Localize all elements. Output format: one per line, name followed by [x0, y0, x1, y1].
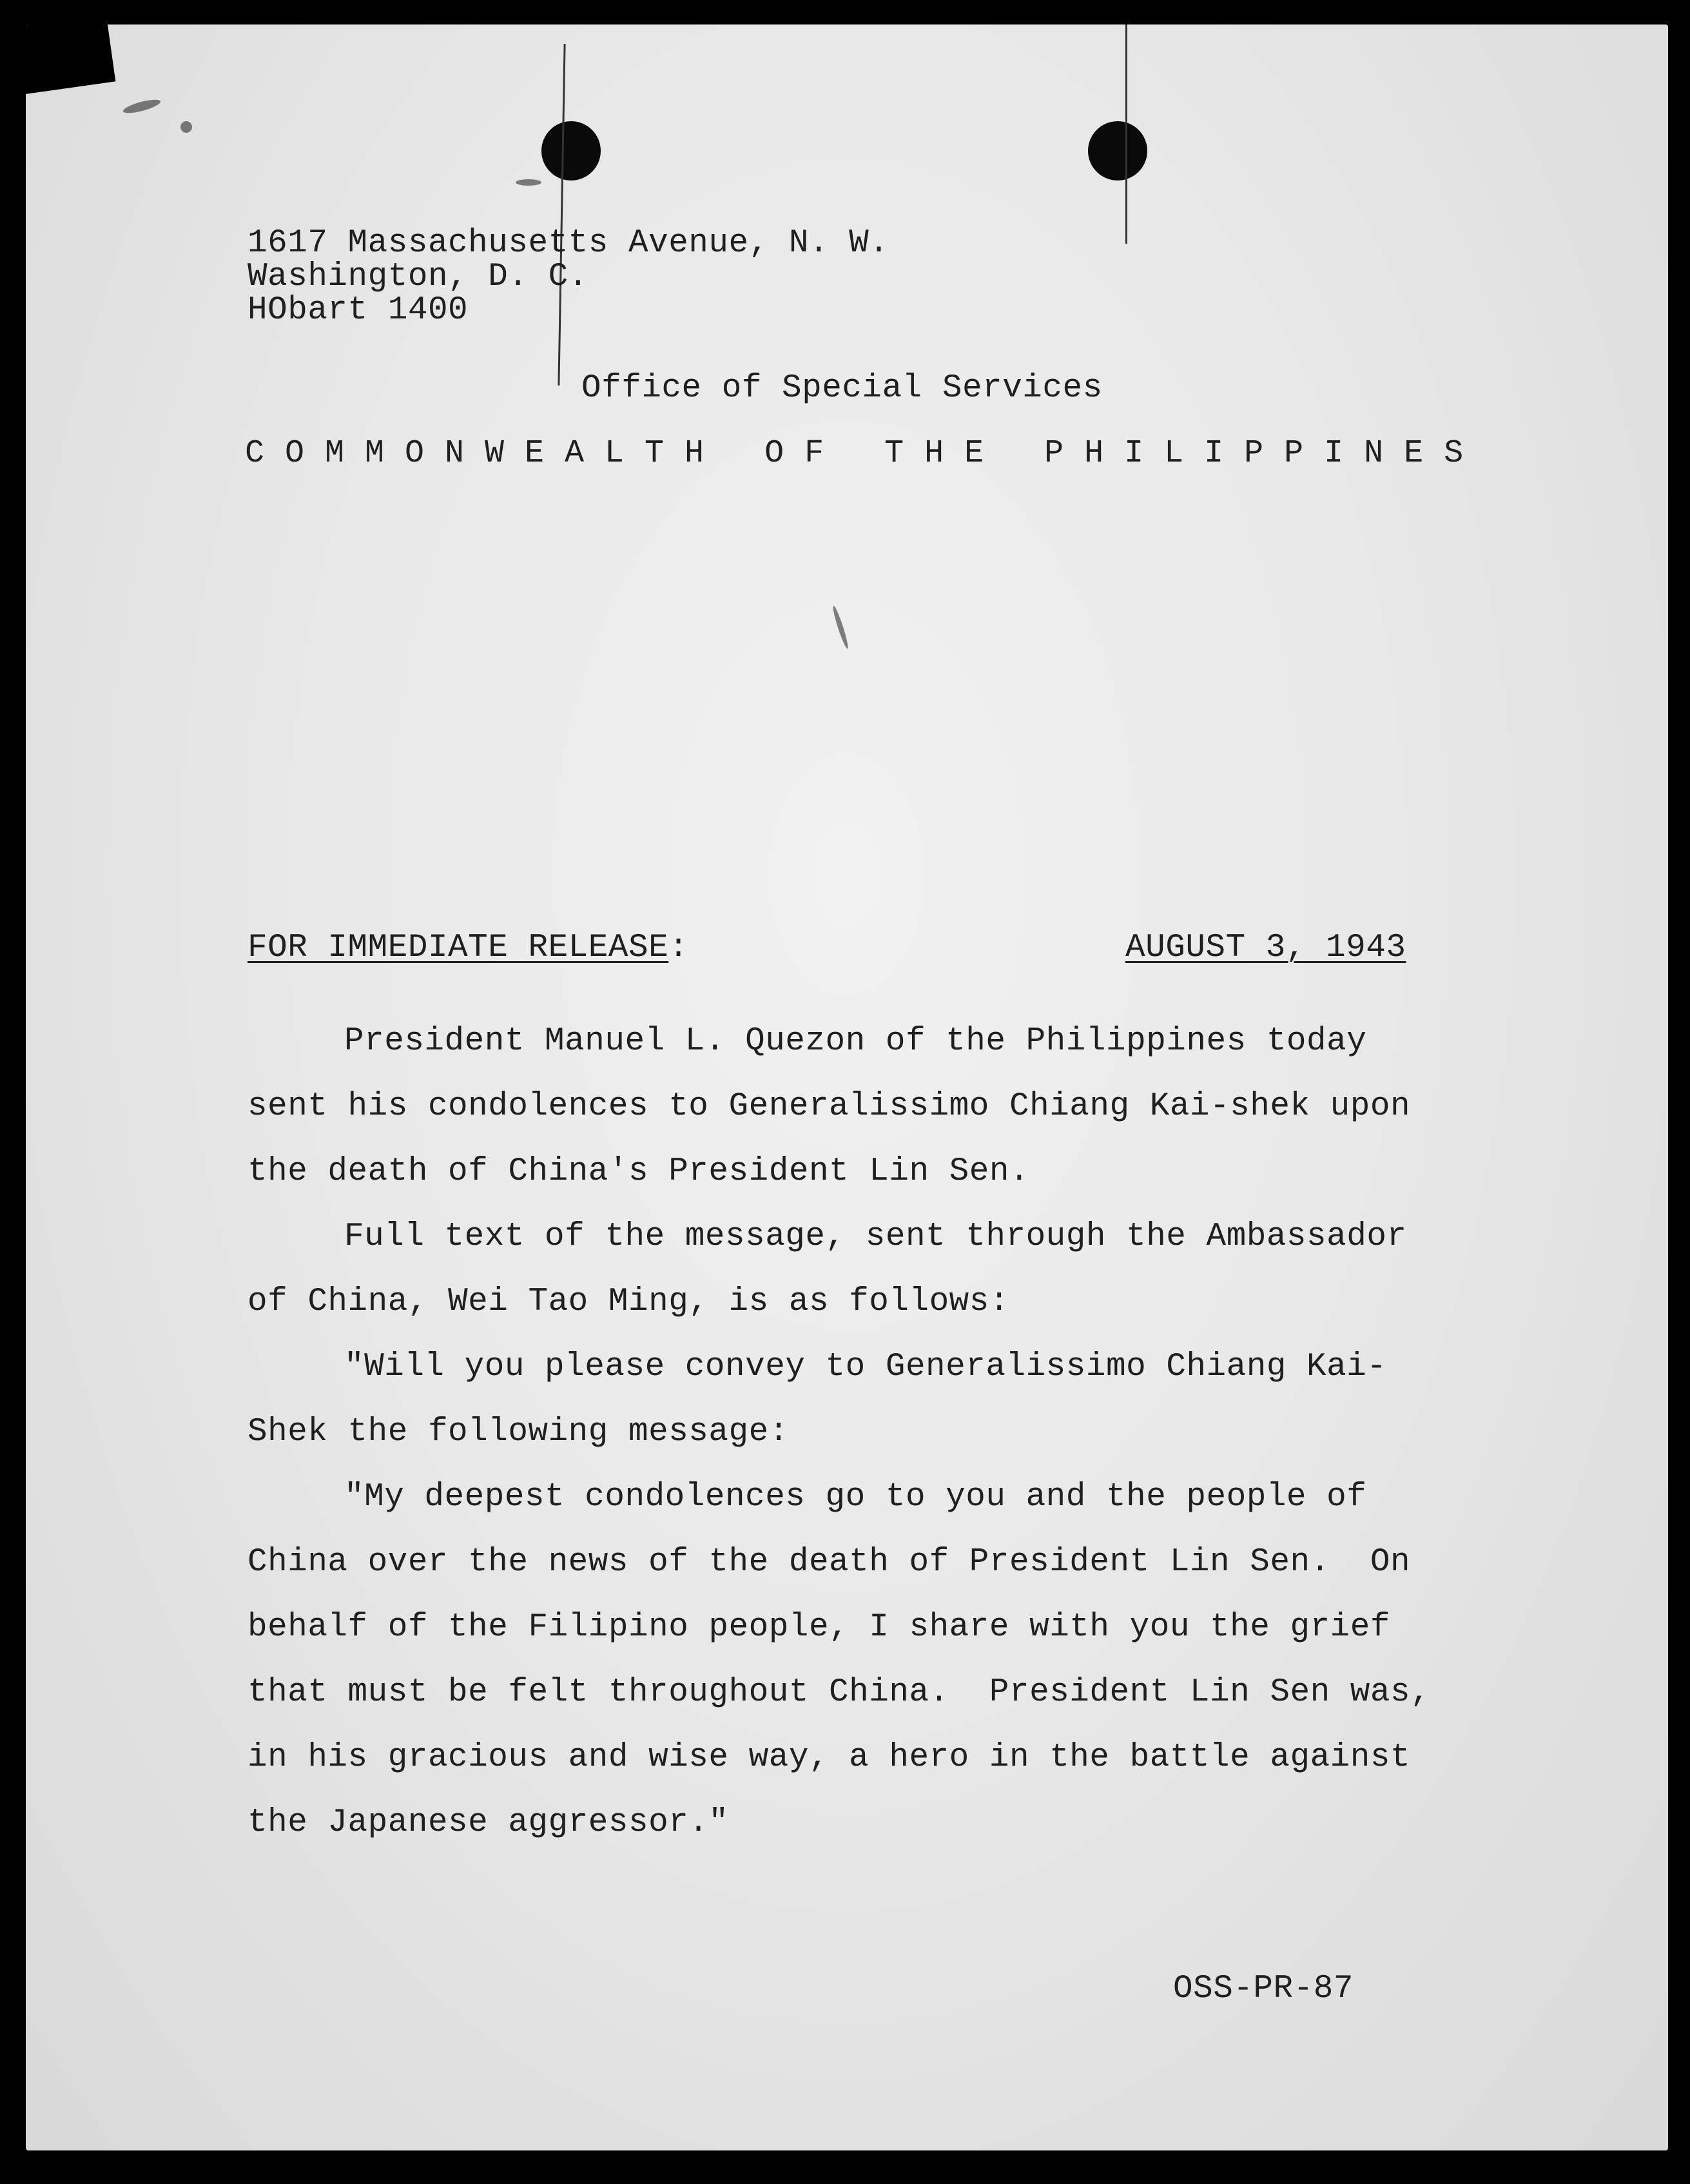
punch-hole-right: [1088, 121, 1147, 180]
address-line-1: 1617 Massachusetts Avenue, N. W.: [248, 225, 889, 262]
body-line: that must be felt throughout China. President Lin Sen was,: [248, 1674, 1431, 1711]
body-line: "My deepest condolences go to you and the people of: [344, 1479, 1367, 1516]
release-label: [248, 929, 688, 968]
body-line: Shek the following message:: [248, 1414, 789, 1450]
ink-smudge: [122, 97, 162, 115]
body-line: President Manuel L. Quezon of the Philippines today: [344, 1023, 1367, 1060]
release-colon: :: [668, 930, 689, 966]
body-line: in his gracious and wise way, a hero in the battle against: [248, 1739, 1411, 1776]
address-line-2: Washington, D. C.: [248, 258, 588, 295]
body-line: Full text of the message, sent through the Ambassador: [344, 1218, 1407, 1255]
ink-smudge: [831, 605, 850, 649]
body-line: behalf of the Filipino people, I share with you the grief: [248, 1609, 1390, 1646]
document-page: [26, 24, 1668, 2150]
torn-corner: [26, 24, 115, 96]
ink-smudge: [180, 121, 192, 133]
body-line: sent his condolences to Generalissimo Chiang Kai-shek upon: [248, 1088, 1411, 1125]
body-line: the Japanese aggressor.": [248, 1804, 729, 1841]
body-line: China over the news of the death of President Lin Sen. On: [248, 1544, 1411, 1581]
organization-heading: COMMONWEALTH OF THE PHILIPPINES: [245, 435, 1484, 472]
paper-crease-left: [558, 44, 565, 385]
phone-line: HObart 1400: [248, 292, 469, 329]
office-heading: Office of Special Services: [581, 370, 1103, 407]
release-label-text: FOR IMMEDIATE RELEASE: [248, 930, 669, 966]
body-line: of China, Wei Tao Ming, is as follows:: [248, 1283, 1009, 1320]
ink-smudge: [516, 179, 541, 186]
body-line: the death of China's President Lin Sen.: [248, 1153, 1030, 1190]
paper-crease-right: [1125, 24, 1127, 244]
punch-hole-left: [541, 121, 601, 180]
document-id: OSS-PR-87: [1173, 1971, 1354, 2007]
body-line: "Will you please convey to Generalissimo Chiang Kai-: [344, 1349, 1387, 1385]
release-date: AUGUST 3, 1943: [1125, 930, 1406, 966]
